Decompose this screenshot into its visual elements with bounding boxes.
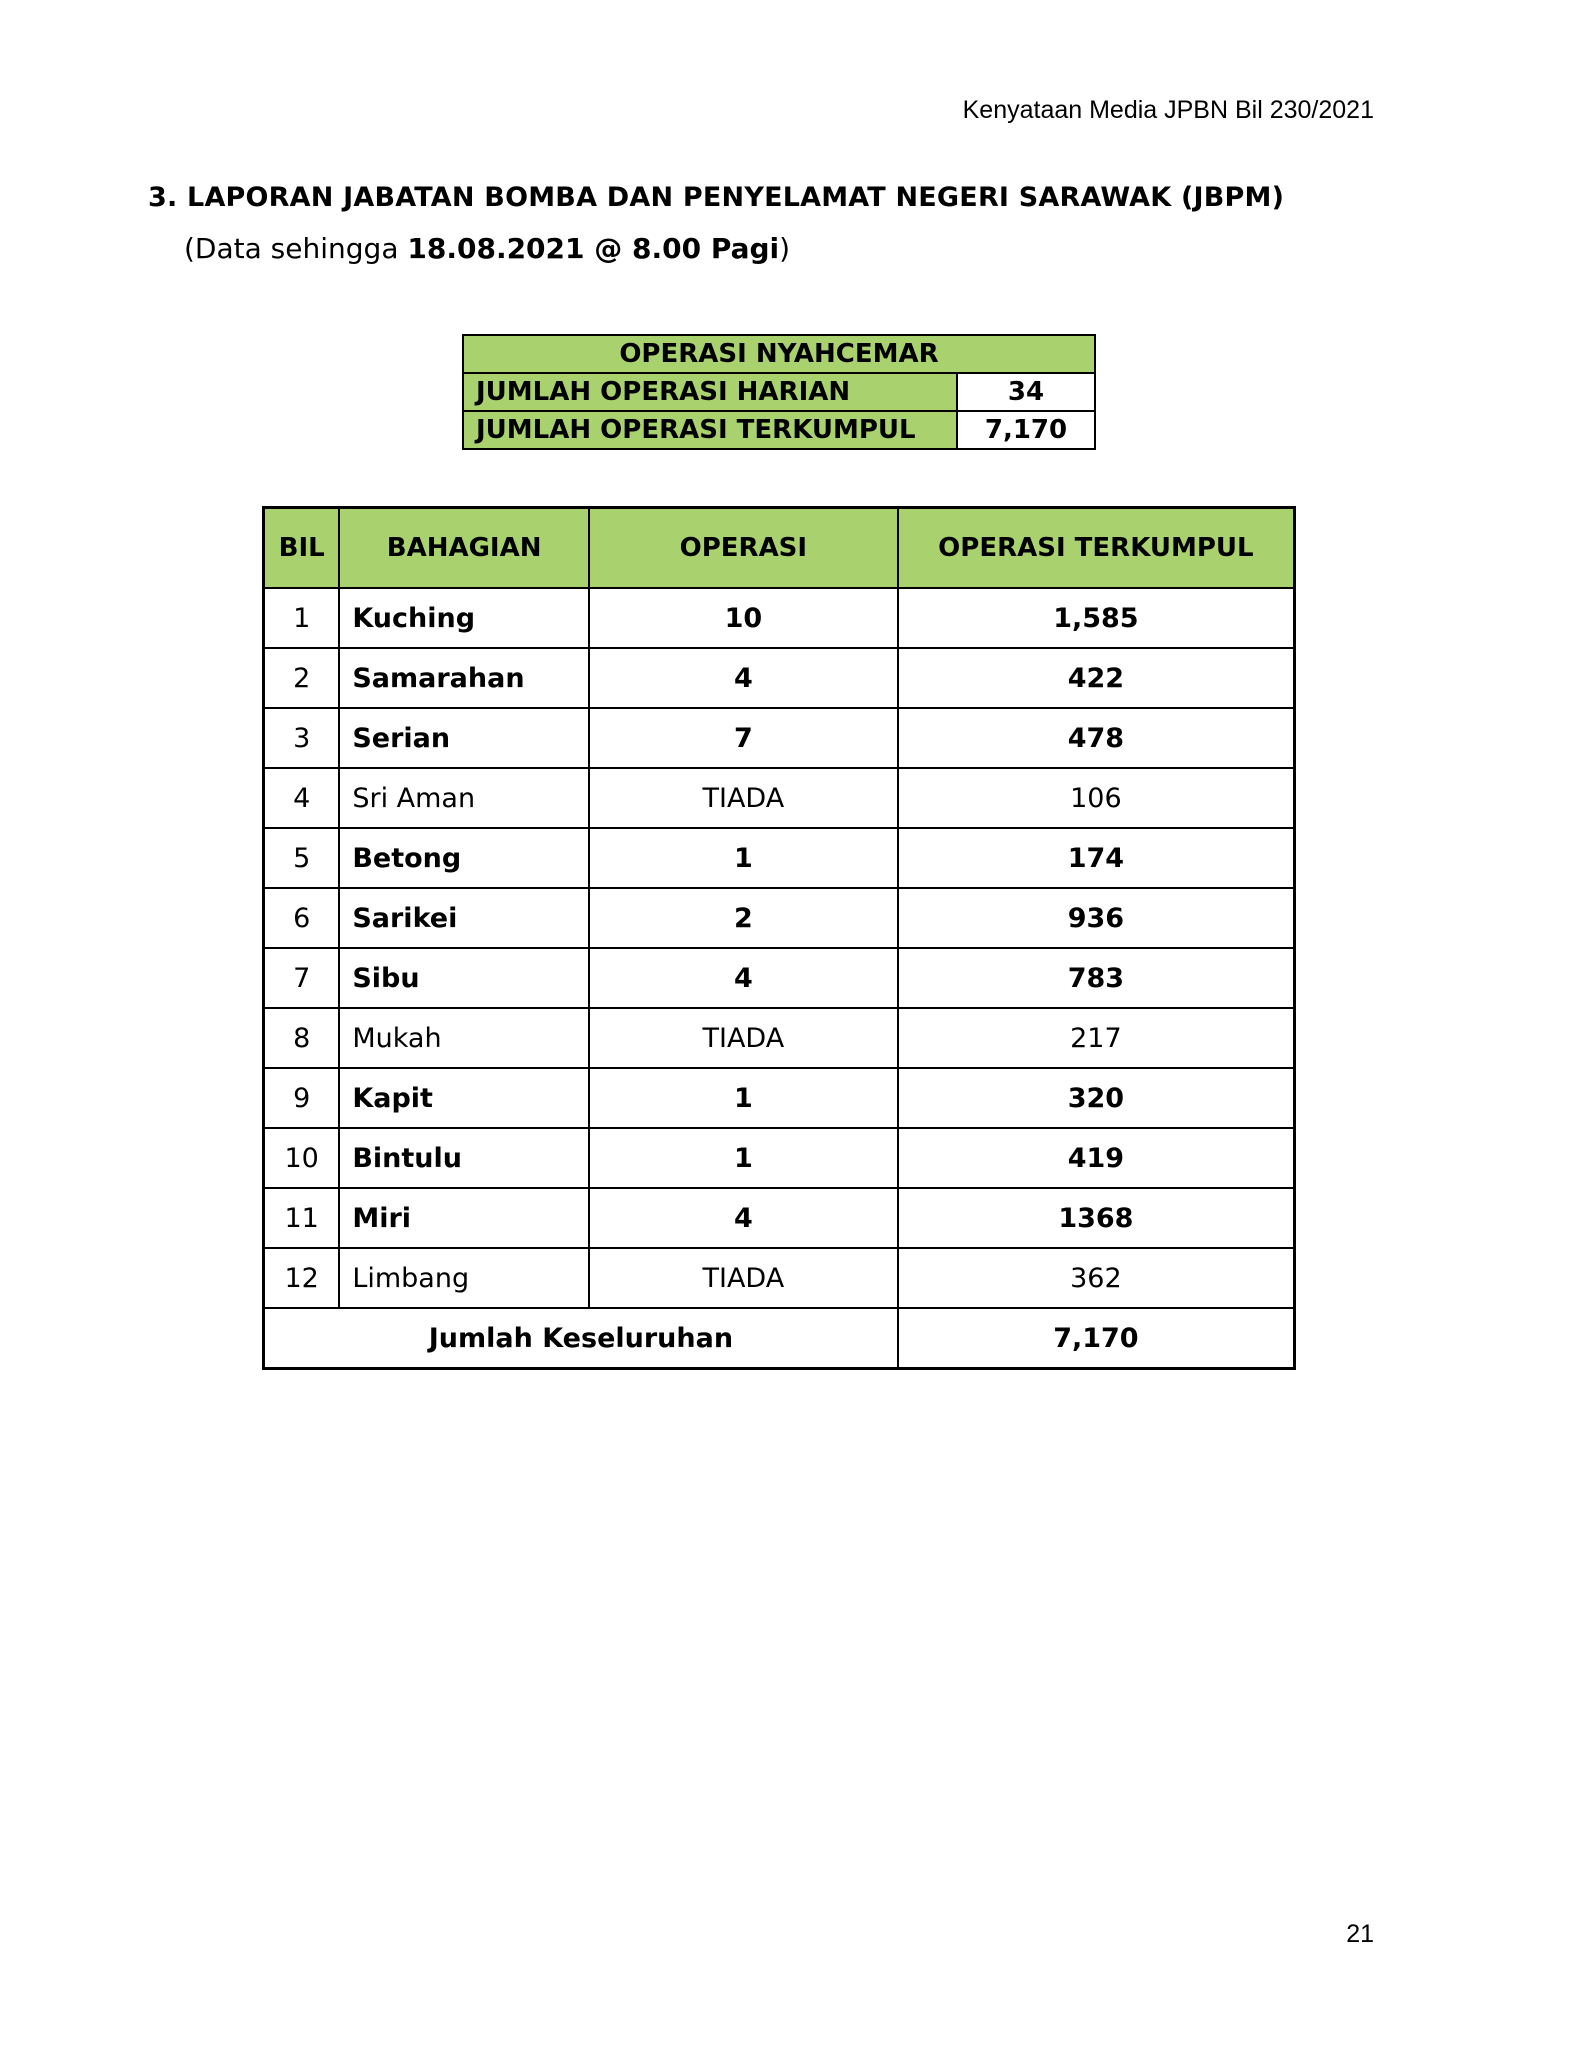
table-row bbox=[264, 1068, 1295, 1128]
row-bil: 10 bbox=[264, 1128, 340, 1188]
row-bil: 11 bbox=[264, 1188, 340, 1248]
row-terkumpul: 936 bbox=[898, 888, 1295, 948]
table-header-row bbox=[264, 508, 1295, 589]
summary-value: 34 bbox=[957, 373, 1095, 411]
row-bil: 9 bbox=[264, 1068, 340, 1128]
table-row bbox=[264, 588, 1295, 648]
total-value: 7,170 bbox=[898, 1308, 1295, 1369]
row-bahagian: Sri Aman bbox=[339, 768, 589, 828]
row-bil: 1 bbox=[264, 588, 340, 648]
total-label: Jumlah Keseluruhan bbox=[264, 1308, 898, 1369]
row-bahagian: Mukah bbox=[339, 1008, 589, 1068]
table-row bbox=[264, 708, 1295, 768]
section-subtitle bbox=[184, 232, 790, 265]
row-bil: 12 bbox=[264, 1248, 340, 1308]
table-row bbox=[264, 1008, 1295, 1068]
column-header-bahagian: BAHAGIAN bbox=[339, 508, 589, 589]
row-terkumpul: 217 bbox=[898, 1008, 1295, 1068]
subtitle-date: 18.08.2021 @ 8.00 Pagi bbox=[407, 232, 780, 265]
row-operasi: 1 bbox=[589, 828, 898, 888]
row-terkumpul: 783 bbox=[898, 948, 1295, 1008]
row-bahagian: Bintulu bbox=[339, 1128, 589, 1188]
row-operasi: 4 bbox=[589, 1188, 898, 1248]
summary-row bbox=[463, 411, 1095, 449]
row-operasi: TIADA bbox=[589, 1248, 898, 1308]
row-operasi: 7 bbox=[589, 708, 898, 768]
row-bil: 4 bbox=[264, 768, 340, 828]
row-terkumpul: 478 bbox=[898, 708, 1295, 768]
row-bahagian: Samarahan bbox=[339, 648, 589, 708]
row-bahagian: Limbang bbox=[339, 1248, 589, 1308]
row-terkumpul: 174 bbox=[898, 828, 1295, 888]
summary-header-row bbox=[463, 335, 1095, 373]
row-terkumpul: 362 bbox=[898, 1248, 1295, 1308]
row-bahagian: Miri bbox=[339, 1188, 589, 1248]
column-header-operasi: OPERASI bbox=[589, 508, 898, 589]
table-row bbox=[264, 1248, 1295, 1308]
column-header-bil: BIL bbox=[264, 508, 340, 589]
row-operasi: 1 bbox=[589, 1068, 898, 1128]
row-operasi: 2 bbox=[589, 888, 898, 948]
row-bil: 5 bbox=[264, 828, 340, 888]
row-terkumpul: 106 bbox=[898, 768, 1295, 828]
row-bahagian: Kapit bbox=[339, 1068, 589, 1128]
row-terkumpul: 1368 bbox=[898, 1188, 1295, 1248]
table-row bbox=[264, 948, 1295, 1008]
subtitle-suffix: ) bbox=[779, 232, 791, 265]
row-bahagian: Betong bbox=[339, 828, 589, 888]
summary-label: JUMLAH OPERASI TERKUMPUL bbox=[463, 411, 957, 449]
total-row bbox=[264, 1308, 1295, 1369]
row-bil: 2 bbox=[264, 648, 340, 708]
table-row bbox=[264, 768, 1295, 828]
operations-table bbox=[262, 506, 1296, 1370]
summary-label: JUMLAH OPERASI HARIAN bbox=[463, 373, 957, 411]
summary-value: 7,170 bbox=[957, 411, 1095, 449]
document-reference: Kenyataan Media JPBN Bil 230/2021 bbox=[962, 96, 1374, 124]
row-operasi: 1 bbox=[589, 1128, 898, 1188]
table-row bbox=[264, 1188, 1295, 1248]
row-bil: 7 bbox=[264, 948, 340, 1008]
row-operasi: 4 bbox=[589, 948, 898, 1008]
table-row bbox=[264, 828, 1295, 888]
column-header-terkumpul: OPERASI TERKUMPUL bbox=[898, 508, 1295, 589]
subtitle-prefix: (Data sehingga bbox=[184, 232, 408, 265]
row-operasi: 10 bbox=[589, 588, 898, 648]
row-bahagian: Sibu bbox=[339, 948, 589, 1008]
row-terkumpul: 1,585 bbox=[898, 588, 1295, 648]
row-operasi: TIADA bbox=[589, 768, 898, 828]
section-title: 3. LAPORAN JABATAN BOMBA DAN PENYELAMAT NEGERI SARAWAK (JBPM) bbox=[148, 182, 1285, 213]
table-row bbox=[264, 888, 1295, 948]
row-operasi: 4 bbox=[589, 648, 898, 708]
summary-title: OPERASI NYAHCEMAR bbox=[463, 335, 1095, 373]
row-terkumpul: 320 bbox=[898, 1068, 1295, 1128]
page-number: 21 bbox=[1346, 1920, 1374, 1948]
row-bil: 6 bbox=[264, 888, 340, 948]
row-terkumpul: 422 bbox=[898, 648, 1295, 708]
table-row bbox=[264, 1128, 1295, 1188]
row-operasi: TIADA bbox=[589, 1008, 898, 1068]
table-row bbox=[264, 648, 1295, 708]
summary-row bbox=[463, 373, 1095, 411]
row-bahagian: Sarikei bbox=[339, 888, 589, 948]
row-bil: 3 bbox=[264, 708, 340, 768]
row-bil: 8 bbox=[264, 1008, 340, 1068]
summary-table bbox=[462, 334, 1096, 450]
row-terkumpul: 419 bbox=[898, 1128, 1295, 1188]
row-bahagian: Serian bbox=[339, 708, 589, 768]
row-bahagian: Kuching bbox=[339, 588, 589, 648]
